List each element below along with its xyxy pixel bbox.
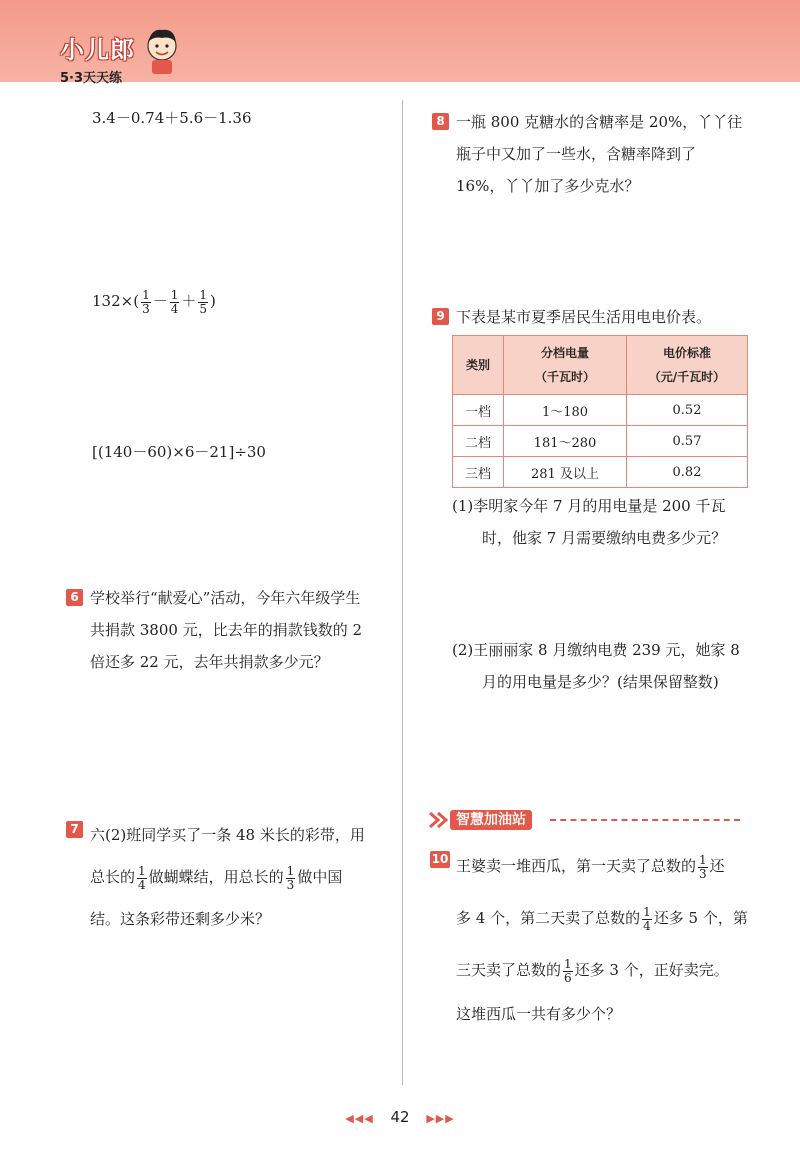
text-line: (2)王丽丽家 8 月缴纳电费 239 元，她家 8 <box>452 641 740 659</box>
text-segment: 做中国 <box>297 868 343 886</box>
text-line: 16%，丫丫加了多少克水？ <box>456 177 640 195</box>
text-line: 共捐款 3800 元，比去年的捐款钱数的 2 <box>90 621 363 639</box>
denominator: 3 <box>286 877 295 892</box>
text-segment: 多 4 个，第二天卖了总数的 <box>456 909 641 927</box>
text-line: 六(2)班同学买了一条 48 米长的彩带，用 <box>90 826 365 844</box>
text-line: 月的用电量是多少？(结果保留整数) <box>482 673 719 691</box>
banner-label: 智慧加油站 <box>450 810 532 830</box>
double-chevron-icon <box>428 810 448 830</box>
denominator: 6 <box>564 970 572 985</box>
logo-title: 小儿郎 <box>60 36 135 64</box>
text-line <box>456 944 748 996</box>
fraction <box>698 854 708 881</box>
question-6-text <box>90 582 362 678</box>
table-row <box>453 426 748 457</box>
text-segment: 王婆卖一堆西瓜，第一天卖了总数的 <box>456 857 697 875</box>
numerator: 1 <box>564 956 572 971</box>
right-arrows-icon: ▶▶▶ <box>426 1112 455 1125</box>
section-banner <box>428 806 748 834</box>
denominator: 3 <box>142 301 150 316</box>
text-segment: 做蝴蝶结，用总长的 <box>148 868 284 886</box>
text-line: 倍还多 22 元，去年共捐款多少元？ <box>90 653 329 671</box>
text-line: 瓶子中又加了一些水，含糖率降到了 <box>456 145 697 163</box>
text-line: 学校举行“献爱心”活动，今年六年级学生 <box>90 589 361 607</box>
text-line: 一瓶 800 克糖水的含糖率是 20%，丫丫往 <box>456 113 743 131</box>
numerator: 1 <box>138 863 146 878</box>
brand-logo <box>60 30 135 86</box>
question-9-part-2 <box>452 634 740 698</box>
numerator: 1 <box>170 287 179 302</box>
numerator: 1 <box>199 287 208 302</box>
table-cell: 0.82 <box>627 457 748 488</box>
header-price <box>627 336 748 395</box>
denominator: 5 <box>199 301 208 316</box>
fraction <box>198 289 208 316</box>
text-line: 这堆西瓜一共有多少个？ <box>456 1005 622 1023</box>
table-header-row <box>453 336 748 395</box>
denominator: 4 <box>170 301 179 316</box>
column-divider <box>402 100 403 1085</box>
denominator: 3 <box>699 866 707 881</box>
numerator: 1 <box>699 852 707 867</box>
header-line: （元/千瓦时） <box>648 370 726 384</box>
text-line <box>90 856 365 898</box>
text-line: (1)李明家今年 7 月的用电量是 200 千瓦 <box>452 497 726 515</box>
question-number-8: 8 <box>432 113 449 130</box>
question-number-9: 9 <box>432 308 449 325</box>
question-number-7: 7 <box>66 821 83 838</box>
table-cell: 1～180 <box>504 395 627 426</box>
text-segment: 还多 5 个，第 <box>653 909 748 927</box>
text-line: 时，他家 7 月需要缴纳电费多少元？ <box>482 529 727 547</box>
fraction <box>170 289 180 316</box>
mascot-icon <box>142 26 182 76</box>
table-cell: 281 及以上 <box>504 457 627 488</box>
fraction <box>141 289 151 316</box>
calc-expression-1: 3.4－0.74＋5.6－1.36 <box>92 109 252 127</box>
question-7-text <box>90 814 365 940</box>
calc-2-prefix: 132×( <box>92 292 140 310</box>
question-number-10: 10 <box>431 852 449 866</box>
denominator: 4 <box>643 918 651 933</box>
question-9-part-1 <box>452 490 726 554</box>
page-footer <box>0 1108 800 1126</box>
numerator: 1 <box>643 904 651 919</box>
header-line: 电价标准 <box>662 346 711 360</box>
numerator: 1 <box>142 287 150 302</box>
logo-subtitle: 5·3天天练 <box>60 71 123 86</box>
text-segment: 还多 3 个，正好卖完。 <box>574 961 729 979</box>
calc-expression-2: 132×( $\frac{1}{3}$ － $\frac{1}{4}$ ＋ $\frac{1}{5}$ ) <box>92 287 216 316</box>
header-line: 分档电量 <box>540 346 589 360</box>
denominator: 4 <box>138 877 146 892</box>
header-category: 类别 <box>453 336 504 395</box>
header-usage <box>504 336 627 395</box>
fraction <box>137 865 147 892</box>
text-line <box>456 840 748 892</box>
table-cell: 一档 <box>453 395 504 426</box>
left-arrows-icon: ◀◀◀ <box>345 1112 374 1125</box>
question-number-6: 6 <box>66 589 83 606</box>
text-segment: 总长的 <box>90 868 136 886</box>
question-10-text <box>456 840 748 1032</box>
text-segment: 还 <box>709 857 725 875</box>
header-line: （千瓦时） <box>534 370 595 384</box>
numerator: 1 <box>286 863 295 878</box>
table-row <box>453 457 748 488</box>
text-line <box>456 892 748 944</box>
table-cell: 0.52 <box>627 395 748 426</box>
fraction <box>286 865 296 892</box>
table-row <box>453 395 748 426</box>
electricity-price-table <box>452 335 748 488</box>
page-number: 42 <box>390 1108 410 1126</box>
text-segment: 三天卖了总数的 <box>456 961 562 979</box>
banner-dashed-line <box>550 819 740 821</box>
table-cell: 0.57 <box>627 426 748 457</box>
text-line: 结。这条彩带还剩多少米？ <box>90 910 271 928</box>
table-cell: 181～280 <box>504 426 627 457</box>
table-cell: 二档 <box>453 426 504 457</box>
question-9-intro: 下表是某市夏季居民生活用电电价表。 <box>456 308 712 326</box>
page-header <box>0 0 800 86</box>
calc-expression-3: [(140－60)×6－21]÷30 <box>92 443 266 461</box>
fraction <box>642 906 652 933</box>
fraction <box>563 958 573 985</box>
question-8-text <box>456 106 742 202</box>
table-cell: 三档 <box>453 457 504 488</box>
